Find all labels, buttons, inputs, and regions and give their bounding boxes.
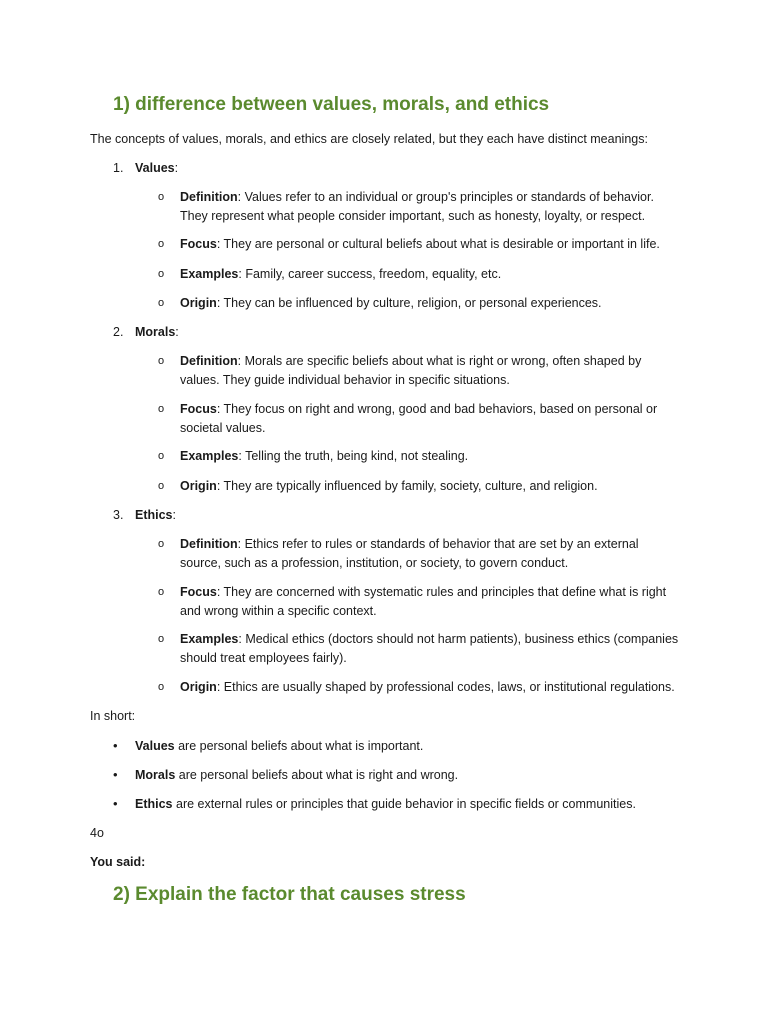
summary-ethics: Ethics are external rules or principles that guide behavior in specific fields or communities. [135, 797, 636, 811]
morals-focus: Focus: They focus on right and wrong, good and bad behaviors, based on personal or societal values. [180, 402, 658, 435]
morals-origin: Origin: They are typically influenced by family, society, culture, and religion. [180, 479, 598, 493]
sub-bullet-icon: o [158, 355, 165, 367]
sub-bullet-icon: o [158, 586, 165, 598]
section-2-title: Morals [135, 325, 176, 339]
intro-paragraph: The concepts of values, morals, and ethics are closely related, but they each have distinct meanings: [90, 132, 648, 146]
values-examples: Examples: Family, career success, freedom, equality, etc. [180, 267, 502, 281]
section-3-title-line: Ethics: [135, 508, 176, 522]
sub-bullet-icon: o [158, 480, 165, 492]
ethics-definition: Definition: Ethics refer to rules or standards of behavior that are set by an external source, such as a profession, institution, or society, to govern conduct. [180, 537, 639, 570]
section-2-title-line: Morals: [135, 325, 179, 339]
you-said-label: You said: [90, 855, 146, 869]
ethics-origin: Origin: Ethics are usually shaped by professional codes, laws, or institutional regulations. [180, 680, 675, 694]
model-tag: 4o [90, 826, 104, 840]
sub-bullet-icon: o [158, 238, 165, 250]
bullet-icon: • [113, 767, 118, 782]
morals-definition: Definition: Morals are specific beliefs about what is right or wrong, often shaped by values. They guide individual behavior in specific situations. [180, 354, 642, 387]
values-focus: Focus: They are personal or cultural beliefs about what is desirable or important in life. [180, 237, 660, 251]
section-1-title-line: Values: [135, 161, 179, 175]
sub-bullet-icon: o [158, 633, 165, 645]
in-short-label: In short: [90, 709, 136, 723]
sub-bullet-icon: o [158, 297, 165, 309]
summary-morals: Morals are personal beliefs about what is right and wrong. [135, 768, 459, 782]
section-3-number: 3. [113, 508, 124, 522]
section-1-number: 1. [113, 161, 124, 175]
bullet-icon: • [113, 738, 118, 753]
sub-bullet-icon: o [158, 268, 165, 280]
sub-bullet-icon: o [158, 681, 165, 693]
sub-bullet-icon: o [158, 538, 165, 550]
bullet-icon: • [113, 796, 118, 811]
values-definition: Definition: Values refer to an individual or group's principles or standards of behavior. They represent what people consider important, such as honesty, loyalty, or respect. [180, 190, 654, 223]
heading-2: 2) Explain the factor that causes stress [113, 884, 466, 905]
sub-bullet-icon: o [158, 450, 165, 462]
sub-bullet-icon: o [158, 403, 165, 415]
section-3-title: Ethics [135, 508, 173, 522]
heading-1: 1) difference between values, morals, and ethics [113, 94, 550, 115]
section-2-number: 2. [113, 325, 124, 339]
values-origin: Origin: They can be influenced by culture, religion, or personal experiences. [180, 296, 602, 310]
summary-values: Values are personal beliefs about what is important. [135, 739, 424, 753]
ethics-examples: Examples: Medical ethics (doctors should not harm patients), business ethics (companies should treat employees fairly). [180, 632, 679, 665]
section-1-title: Values [135, 161, 175, 175]
morals-examples: Examples: Telling the truth, being kind, not stealing. [180, 449, 469, 463]
sub-bullet-icon: o [158, 191, 165, 203]
ethics-focus: Focus: They are concerned with systematic rules and principles that define what is right and wrong within a specific context. [180, 585, 667, 618]
